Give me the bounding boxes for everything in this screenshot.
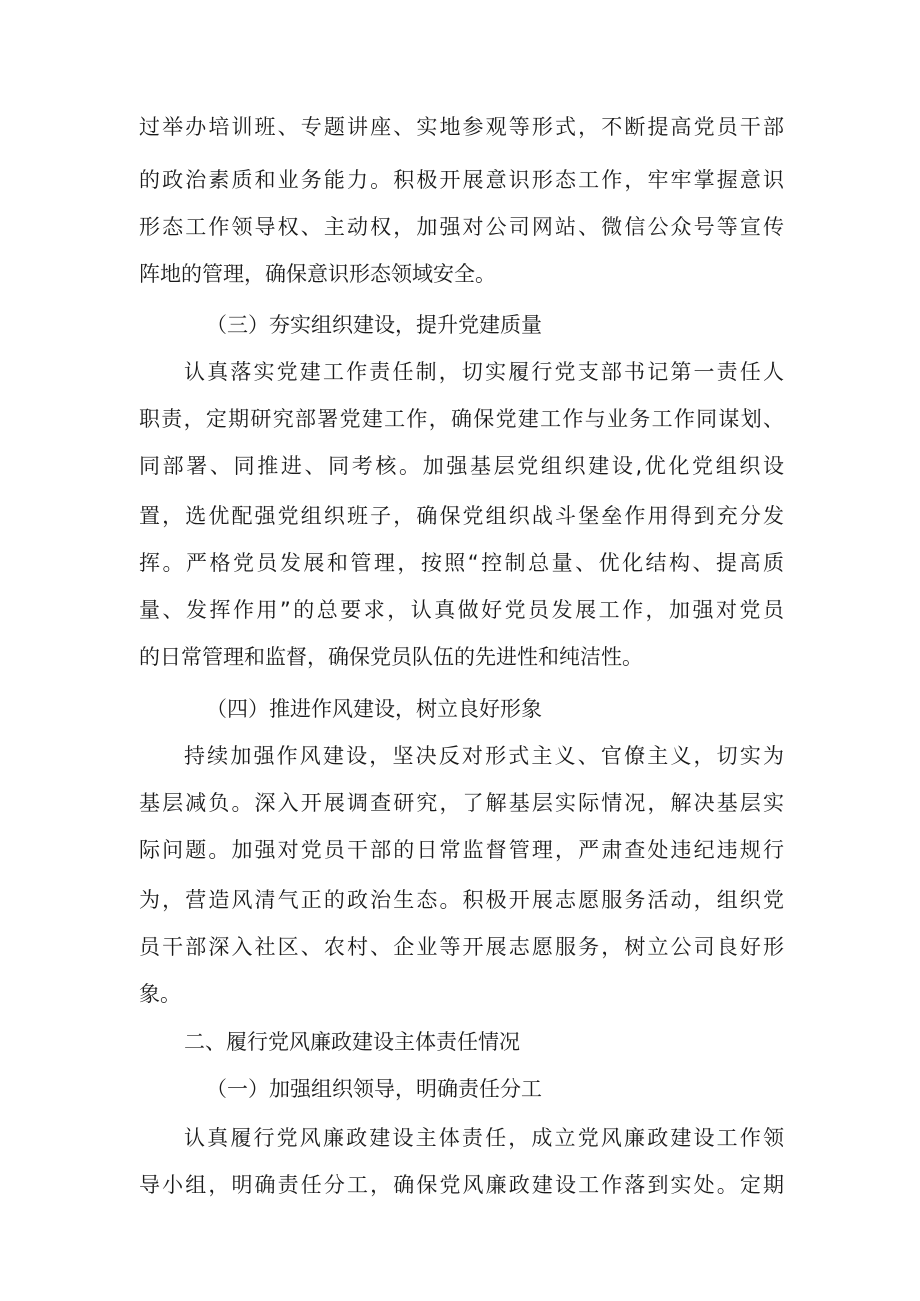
- section-heading: （三）夯实组织建设，提升党建质量: [206, 313, 542, 337]
- paragraph-line: 挥。严格党员发展和管理，按照“控制总量、优化结构、提高质: [139, 551, 784, 575]
- paragraph-line: 象。: [139, 982, 181, 1006]
- section-heading: 二、履行党风廉政建设主体责任情况: [184, 1030, 520, 1054]
- paragraph-line: 过举办培训班、专题讲座、实地参观等形式，不断提高党员干部: [139, 115, 784, 139]
- paragraph-line: 导小组，明确责任分工，确保党风廉政建设工作落到实处。定期: [139, 1173, 784, 1197]
- paragraph-line: 职责，定期研究部署党建工作，确保党建工作与业务工作同谋划、: [139, 407, 784, 431]
- paragraph-line: 阵地的管理，确保意识形态领域安全。: [139, 262, 496, 286]
- paragraph-line: 员干部深入社区、农村、企业等开展志愿服务，树立公司良好形: [139, 935, 784, 959]
- section-heading: （四）推进作风建设，树立良好形象: [206, 697, 542, 721]
- paragraph-line: 际问题。加强对党员干部的日常监督管理，严肃查处违纪违规行: [139, 838, 784, 862]
- paragraph-line: 的日常管理和监督，确保党员队伍的先进性和纯洁性。: [139, 645, 643, 669]
- paragraph-line: 基层减负。深入开展调查研究，了解基层实际情况，解决基层实: [139, 791, 784, 815]
- section-heading: （一）加强组织领导，明确责任分工: [206, 1077, 542, 1101]
- paragraph-line: 量、发挥作用”的总要求，认真做好党员发展工作，加强对党员: [139, 598, 784, 622]
- paragraph-line: 的政治素质和业务能力。积极开展意识形态工作，牢牢掌握意识: [139, 168, 784, 192]
- paragraph-line: 置，选优配强党组织班子，确保党组织战斗堡垒作用得到充分发: [139, 504, 784, 528]
- paragraph-line: 形态工作领导权、主动权，加强对公司网站、微信公众号等宣传: [139, 215, 784, 239]
- paragraph-line: 认真履行党风廉政建设主体责任，成立党风廉政建设工作领: [184, 1126, 784, 1150]
- paragraph-line: 同部署、同推进、同考核。加强基层党组织建设,优化党组织设: [139, 454, 784, 478]
- paragraph-line: 认真落实党建工作责任制，切实履行党支部书记第一责任人: [184, 360, 784, 384]
- paragraph-line: 为，营造风清气正的政治生态。积极开展志愿服务活动，组织党: [139, 888, 784, 912]
- paragraph-line: 持续加强作风建设，坚决反对形式主义、官僚主义，切实为: [184, 744, 784, 768]
